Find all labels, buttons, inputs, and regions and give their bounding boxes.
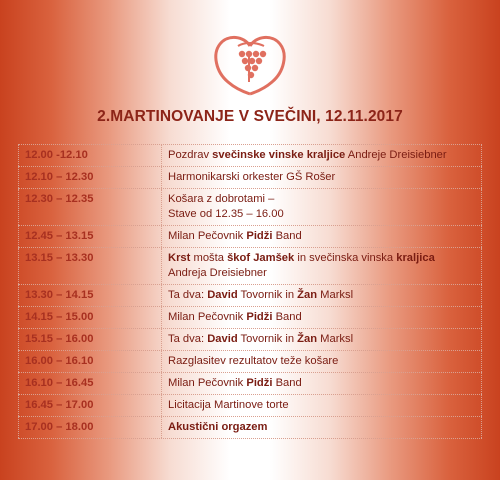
schedule-event-text: Ta dva: xyxy=(168,289,208,301)
schedule-event-text: Harmonikarski orkester GŠ Rošer xyxy=(168,171,336,183)
schedule-time: 12.00 -12.10 xyxy=(18,145,162,166)
schedule-row xyxy=(18,145,482,167)
schedule-event-text: Marksl xyxy=(317,289,354,301)
schedule-event-text: Pozdrav xyxy=(168,149,213,161)
schedule-row xyxy=(18,307,482,329)
schedule-event-text: Žan xyxy=(297,333,318,345)
schedule-time: 16.45 – 17.00 xyxy=(18,395,162,416)
schedule-event-text: Tovornik in xyxy=(237,289,298,301)
schedule-event xyxy=(162,329,482,350)
schedule-event xyxy=(162,167,482,188)
schedule-event-line2: Stave od 12.35 – 16.00 xyxy=(168,208,284,220)
schedule-event-text: Marksl xyxy=(317,333,354,345)
schedule-event-text: Licitacija Martinove torte xyxy=(168,399,289,411)
schedule-time: 13.15 – 13.30 xyxy=(18,248,162,284)
schedule-event xyxy=(162,417,482,438)
schedule-time: 15.15 – 16.00 xyxy=(18,329,162,350)
schedule-row xyxy=(18,395,482,417)
schedule-event xyxy=(162,285,482,306)
schedule-table xyxy=(18,144,482,439)
schedule-event-text: Band xyxy=(272,377,302,389)
schedule-event xyxy=(162,351,482,372)
schedule-time: 16.00 – 16.10 xyxy=(18,351,162,372)
schedule-row xyxy=(18,351,482,373)
schedule-event-line2: Andreja Dreisiebner xyxy=(168,267,267,279)
schedule-row xyxy=(18,373,482,395)
schedule-event-text: Pidži xyxy=(246,230,273,242)
schedule-event-text: Milan Pečovnik xyxy=(168,311,247,323)
schedule-time: 12.45 – 13.15 xyxy=(18,226,162,247)
schedule-row xyxy=(18,248,482,285)
grape-heart-logo-icon xyxy=(208,32,292,96)
schedule-event-text: Band xyxy=(272,311,302,323)
schedule-event-text: mošta xyxy=(190,252,228,264)
schedule-event-text: svečinske vinske kraljice xyxy=(212,149,346,161)
schedule-row xyxy=(18,417,482,439)
schedule-time: 12.30 – 12.35 xyxy=(18,189,162,225)
schedule-time: 12.10 – 12.30 xyxy=(18,167,162,188)
schedule-event xyxy=(162,395,482,416)
schedule-event-text: Ta dva: xyxy=(168,333,208,345)
schedule-row xyxy=(18,189,482,226)
schedule-event-text: Band xyxy=(272,230,302,242)
schedule-event-text: Pidži xyxy=(246,311,273,323)
schedule-event-text: David xyxy=(207,333,238,345)
schedule-event-text: Košara z dobrotami – xyxy=(168,193,275,205)
schedule-time: 16.10 – 16.45 xyxy=(18,373,162,394)
schedule-event-text: Andreje Dreisiebner xyxy=(345,149,447,161)
schedule-event-text: Žan xyxy=(297,289,318,301)
schedule-row xyxy=(18,285,482,307)
schedule-event-text: Akustični orgazem xyxy=(168,421,268,433)
schedule-row xyxy=(18,226,482,248)
schedule-event-text: Milan Pečovnik xyxy=(168,377,247,389)
schedule-event-text: Pidži xyxy=(246,377,273,389)
schedule-event-text: škof Jamšek xyxy=(227,252,295,264)
schedule-event-text: David xyxy=(207,289,238,301)
schedule-event xyxy=(162,145,482,166)
schedule-time: 13.30 – 14.15 xyxy=(18,285,162,306)
schedule-row xyxy=(18,329,482,351)
schedule-event xyxy=(162,226,482,247)
page-title: 2.MARTINOVANJE V SVEČINI, 12.11.2017 xyxy=(97,108,403,125)
schedule-time: 14.15 – 15.00 xyxy=(18,307,162,328)
schedule-event-text: Milan Pečovnik xyxy=(168,230,247,242)
schedule-event xyxy=(162,248,482,284)
schedule-row xyxy=(18,167,482,189)
schedule-event-text: kraljica xyxy=(396,252,435,264)
schedule-event-text: in svečinska vinska xyxy=(294,252,397,264)
schedule-event-text: Razglasitev rezultatov teže košare xyxy=(168,355,339,367)
schedule-event-text: Krst xyxy=(168,252,191,264)
schedule-event xyxy=(162,373,482,394)
schedule-event xyxy=(162,307,482,328)
schedule-event-text: Tovornik in xyxy=(237,333,298,345)
schedule-time: 17.00 – 18.00 xyxy=(18,417,162,438)
schedule-event xyxy=(162,189,482,225)
